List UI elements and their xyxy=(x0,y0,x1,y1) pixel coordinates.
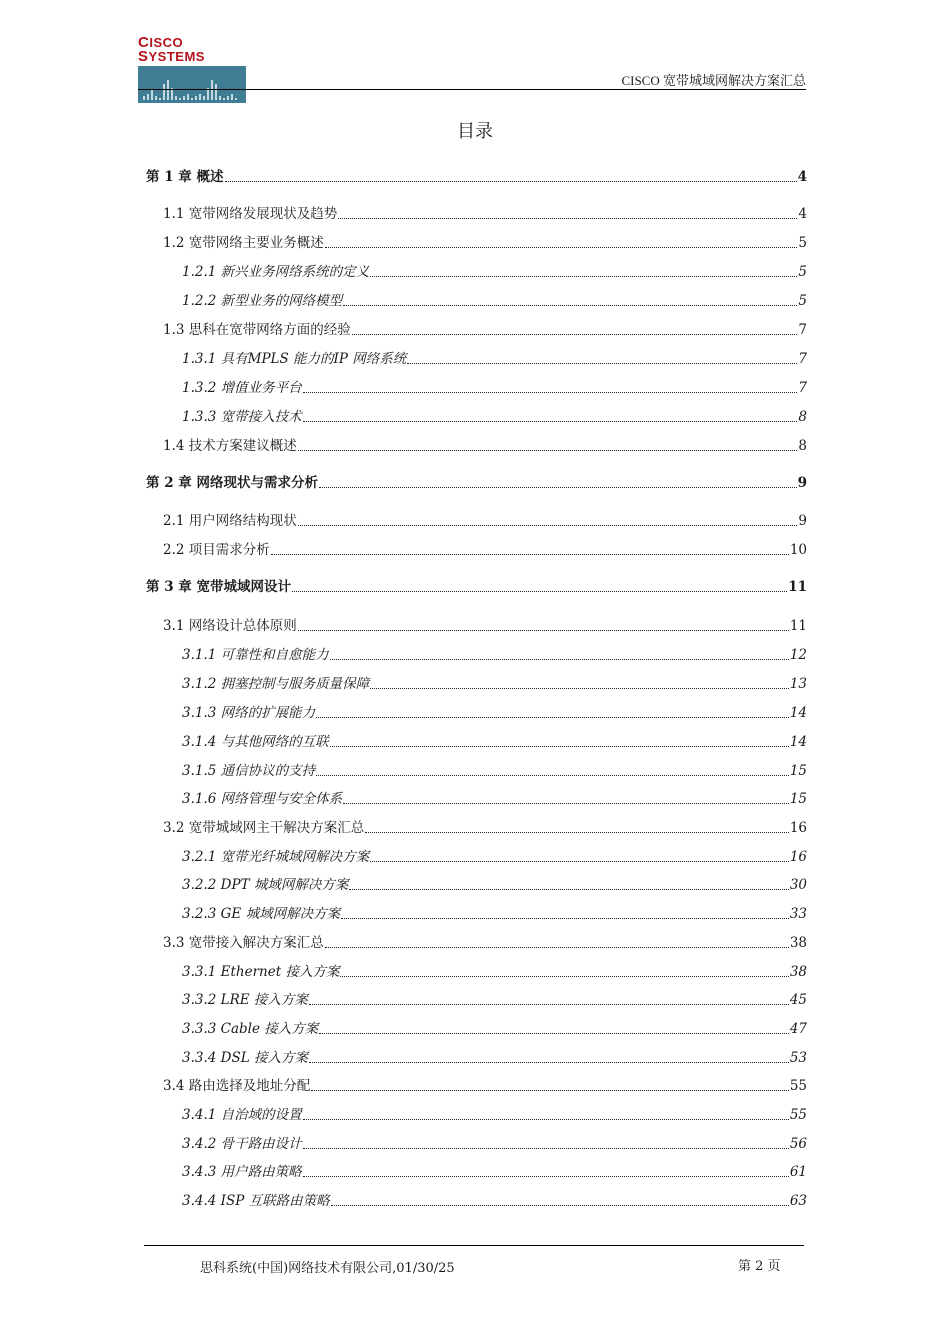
header-divider xyxy=(138,89,806,90)
toc-entry-label: 3.3.2 LRE 接入方案 xyxy=(182,992,308,1008)
toc-entry-page: 11 xyxy=(788,579,807,595)
toc-dot-leader xyxy=(343,304,797,306)
toc-entry-label: 1.3 思科在宽带网络方面的经验 xyxy=(163,322,351,338)
toc-dot-leader xyxy=(319,1032,789,1034)
toc-entry-label: 1.3.3 宽带接入技术 xyxy=(182,409,302,425)
toc-entry[interactable] xyxy=(146,1163,807,1181)
logo-bars-graphic xyxy=(138,66,246,103)
footer-divider xyxy=(144,1245,804,1246)
toc-entry[interactable] xyxy=(146,541,807,559)
toc-dot-leader xyxy=(370,860,789,862)
toc-entry-page: 10 xyxy=(789,542,807,558)
toc-entry[interactable] xyxy=(146,1192,807,1210)
toc-entry-label: 3.1.5 通信协议的支持 xyxy=(182,763,316,779)
toc-entry-page: 55 xyxy=(789,1078,807,1094)
toc-entry-label: 3.2.1 宽带光纤城域网解决方案 xyxy=(182,849,370,865)
toc-dot-leader xyxy=(303,1147,789,1149)
toc-dot-leader xyxy=(352,333,798,335)
toc-entry-page: 11 xyxy=(789,618,807,634)
toc-entry-page: 12 xyxy=(789,647,807,663)
toc-dot-leader xyxy=(311,1089,789,1091)
toc-dot-leader xyxy=(292,590,787,592)
toc-entry[interactable] xyxy=(146,578,807,596)
toc-dot-leader xyxy=(303,1118,789,1120)
toc-entry-label: 3.3.4 DSL 接入方案 xyxy=(182,1050,308,1066)
toc-entry-page: 16 xyxy=(789,820,807,836)
toc-entry[interactable] xyxy=(146,963,807,981)
toc-entry-page: 56 xyxy=(789,1136,807,1152)
toc-entry-label: 1.2.2 新型业务的网络模型 xyxy=(182,293,343,309)
toc-entry-label: 3.3.1 Ethernet 接入方案 xyxy=(182,964,340,980)
toc-dot-leader xyxy=(303,391,798,393)
toc-entry[interactable] xyxy=(146,512,807,530)
toc-dot-leader xyxy=(341,917,789,919)
toc-dot-leader xyxy=(330,658,789,660)
toc-entry-page: 7 xyxy=(798,351,807,367)
toc-entry-label: 1.4 技术方案建议概述 xyxy=(163,438,297,454)
toc-entry-page: 55 xyxy=(789,1107,807,1123)
toc-dot-leader xyxy=(316,716,789,718)
toc-entry[interactable] xyxy=(146,292,807,310)
toc-entry[interactable] xyxy=(146,1106,807,1124)
toc-dot-leader xyxy=(309,1061,789,1063)
toc-entry-label: 第 1 章 概述 xyxy=(146,169,224,185)
toc-entry-page: 53 xyxy=(789,1050,807,1066)
toc-entry-page: 33 xyxy=(789,906,807,922)
toc-entry-label: 3.1 网络设计总体原则 xyxy=(163,618,297,634)
toc-entry[interactable] xyxy=(146,168,807,186)
toc-entry-page: 14 xyxy=(789,734,807,750)
toc-entry-label: 3.1.1 可靠性和自愈能力 xyxy=(182,647,329,663)
toc-dot-leader xyxy=(316,774,789,776)
toc-entry-label: 1.3.1 具有MPLS 能力的IP 网络系统 xyxy=(182,351,407,367)
document-header-title: CISCO 宽带城域网解决方案汇总 xyxy=(621,73,806,88)
toc-dot-leader xyxy=(303,420,798,422)
toc-entry[interactable] xyxy=(146,762,807,780)
toc-entry-page: 5 xyxy=(798,293,807,309)
toc-entry[interactable] xyxy=(146,675,807,693)
toc-entry-label: 第 3 章 宽带城域网设计 xyxy=(146,579,291,595)
toc-entry[interactable] xyxy=(146,437,807,455)
logo-text: CISCO SYSTEMS xyxy=(138,34,205,65)
toc-entry-page: 9 xyxy=(798,513,807,529)
toc-entry-label: 3.1.4 与其他网络的互联 xyxy=(182,734,329,750)
toc-title: 目录 xyxy=(457,121,493,142)
toc-entry-page: 15 xyxy=(789,791,807,807)
toc-entry-label: 2.1 用户网络结构现状 xyxy=(163,513,297,529)
footer-company-date: 思科系统(中国)网络技术有限公司,01/30/25 xyxy=(200,1261,455,1276)
toc-entry-label: 3.3.3 Cable 接入方案 xyxy=(182,1021,319,1037)
toc-entry[interactable] xyxy=(146,205,807,223)
toc-entry-label: 3.2 宽带城域网主干解决方案汇总 xyxy=(163,820,365,836)
toc-dot-leader xyxy=(338,217,797,219)
toc-entry-page: 5 xyxy=(798,264,807,280)
toc-dot-leader xyxy=(319,486,797,488)
toc-entry[interactable] xyxy=(146,234,807,252)
toc-dot-leader xyxy=(407,362,797,364)
toc-entry-page: 4 xyxy=(798,206,807,222)
toc-dot-leader xyxy=(330,745,789,747)
toc-entry-label: 3.4.4 ISP 互联路由策略 xyxy=(182,1193,330,1209)
toc-entry-page: 30 xyxy=(789,877,807,893)
toc-entry-page: 8 xyxy=(798,438,807,454)
toc-entry-page: 5 xyxy=(798,235,807,251)
toc-entry-label: 1.1 宽带网络发展现状及趋势 xyxy=(163,206,338,222)
toc-entry[interactable] xyxy=(146,408,807,426)
toc-dot-leader xyxy=(365,831,789,833)
toc-entry-label: 3.4.3 用户路由策略 xyxy=(182,1164,302,1180)
toc-entry[interactable] xyxy=(146,934,807,952)
toc-entry[interactable] xyxy=(146,876,807,894)
toc-entry-label: 3.1.2 拥塞控制与服务质量保障 xyxy=(182,676,370,692)
toc-entry-page: 7 xyxy=(798,322,807,338)
toc-dot-leader xyxy=(325,246,798,248)
toc-entry[interactable] xyxy=(146,321,807,339)
toc-entry[interactable] xyxy=(146,1077,807,1095)
toc-entry-label: 1.3.2 增值业务平台 xyxy=(182,380,302,396)
toc-entry-page: 16 xyxy=(789,849,807,865)
toc-entry-label: 3.3 宽带接入解决方案汇总 xyxy=(163,935,324,951)
toc-dot-leader xyxy=(340,975,788,977)
toc-entry-page: 13 xyxy=(789,676,807,692)
toc-entry-page: 8 xyxy=(798,409,807,425)
toc-dot-leader xyxy=(370,275,797,277)
toc-entry[interactable] xyxy=(146,819,807,837)
toc-dot-leader xyxy=(303,1175,789,1177)
toc-entry-label: 3.4.1 自治域的设置 xyxy=(182,1107,302,1123)
toc-entry[interactable] xyxy=(146,379,807,397)
toc-dot-leader xyxy=(271,553,789,555)
toc-dot-leader xyxy=(298,629,789,631)
toc-dot-leader xyxy=(343,802,789,804)
toc-entry-label: 3.2.3 GE 城域网解决方案 xyxy=(182,906,341,922)
toc-entry-page: 38 xyxy=(789,935,807,951)
toc-entry-page: 38 xyxy=(789,964,807,980)
toc-entry-page: 9 xyxy=(797,475,807,491)
toc-entry-page: 4 xyxy=(797,169,807,185)
toc-dot-leader xyxy=(331,1204,789,1206)
toc-entry[interactable] xyxy=(146,617,807,635)
toc-entry[interactable] xyxy=(146,350,807,368)
toc-entry-page: 45 xyxy=(789,992,807,1008)
toc-entry[interactable] xyxy=(146,474,807,492)
toc-entry[interactable] xyxy=(146,733,807,751)
toc-entry-page: 15 xyxy=(789,763,807,779)
cisco-logo xyxy=(138,36,254,103)
toc-entry[interactable] xyxy=(146,991,807,1009)
toc-entry-label: 3.4.2 骨干路由设计 xyxy=(182,1136,302,1152)
toc-entry[interactable] xyxy=(146,1135,807,1153)
toc-dot-leader xyxy=(309,1003,789,1005)
toc-entry-label: 3.4 路由选择及地址分配 xyxy=(163,1078,311,1094)
toc-entry[interactable] xyxy=(146,848,807,866)
footer-page-number: 第 2 页 xyxy=(738,1259,781,1274)
toc-dot-leader xyxy=(298,524,798,526)
toc-entry-label: 3.1.3 网络的扩展能力 xyxy=(182,705,316,721)
toc-entry[interactable] xyxy=(146,790,807,808)
toc-entry-page: 47 xyxy=(789,1021,807,1037)
toc-entry[interactable] xyxy=(146,263,807,281)
toc-entry[interactable] xyxy=(146,1020,807,1038)
toc-dot-leader xyxy=(349,888,788,890)
toc-entry-page: 7 xyxy=(798,380,807,396)
toc-entry-label: 1.2 宽带网络主要业务概述 xyxy=(163,235,324,251)
toc-dot-leader xyxy=(325,946,789,948)
toc-entry-page: 14 xyxy=(789,705,807,721)
toc-entry-label: 第 2 章 网络现状与需求分析 xyxy=(146,475,318,491)
toc-dot-leader xyxy=(225,180,797,182)
toc-entry-label: 2.2 项目需求分析 xyxy=(163,542,270,558)
toc-entry-page: 61 xyxy=(789,1164,807,1180)
toc-entry[interactable] xyxy=(146,1049,807,1067)
toc-entry-label: 3.2.2 DPT 城域网解决方案 xyxy=(182,877,349,893)
toc-entry[interactable] xyxy=(146,905,807,923)
toc-entry-label: 3.1.6 网络管理与安全体系 xyxy=(182,791,343,807)
toc-entry[interactable] xyxy=(146,646,807,664)
toc-dot-leader xyxy=(370,687,789,689)
toc-entry-label: 1.2.1 新兴业务网络系统的定义 xyxy=(182,264,370,280)
toc-entry-page: 63 xyxy=(789,1193,807,1209)
toc-entry[interactable] xyxy=(146,704,807,722)
toc-dot-leader xyxy=(298,449,798,451)
